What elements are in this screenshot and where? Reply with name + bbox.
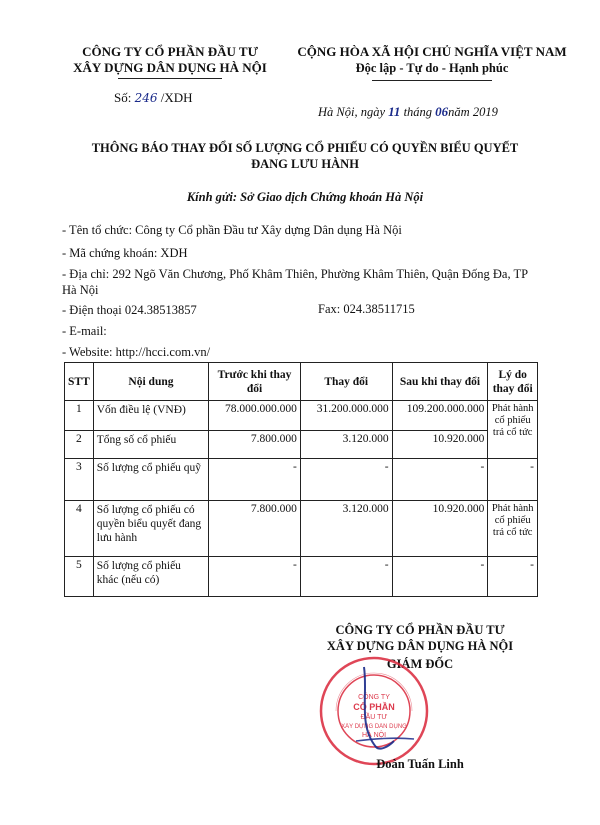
- cell-change: 3.120.000: [300, 431, 392, 459]
- cell-before: 78.000.000.000: [209, 401, 301, 431]
- fax: Fax: 024.38511715: [318, 302, 415, 316]
- cell-stt: 2: [65, 431, 94, 459]
- cell-after: -: [392, 459, 488, 501]
- cell-before: 7.800.000: [209, 431, 301, 459]
- cell-reason: Phát hành cổ phiếu trả cổ tức: [488, 501, 538, 557]
- date-day: 11: [388, 104, 401, 119]
- date-year: năm 2019: [448, 105, 498, 119]
- svg-text:ĐẦU TƯ: ĐẦU TƯ: [360, 714, 388, 721]
- svg-text:HÀ NỘI: HÀ NỘI: [361, 732, 387, 739]
- email: - E-mail:: [62, 324, 107, 338]
- nation-title: CỘNG HÒA XÃ HỘI CHỦ NGHĨA VIỆT NAM: [297, 44, 567, 59]
- cell-change: 31.200.000.000: [300, 401, 392, 431]
- header-divider-right: [372, 80, 492, 81]
- cell-content: Số lượng cổ phiếu có quyền biểu quyết đang lưu hành: [93, 501, 208, 557]
- signature-company-line2: XÂY DỰNG DÂN DỤNG HÀ NỘI: [326, 639, 514, 653]
- table-row: [65, 557, 538, 597]
- website: - Website: http://hcci.com.vn/: [62, 345, 211, 359]
- cell-stt: 1: [65, 401, 94, 431]
- cell-content: Số lượng cổ phiếu quỹ: [93, 459, 208, 501]
- col-header-before: Trước khi thay đổi: [209, 363, 301, 401]
- col-header-after: Sau khi thay đổi: [392, 363, 488, 401]
- table-row: [65, 401, 538, 431]
- svg-text:CÔNG TY: CÔNG TY: [358, 694, 390, 701]
- cell-stt: 4: [65, 501, 94, 557]
- company-seal-icon: [318, 655, 430, 767]
- company-name-line2: XÂY DỰNG DÂN DỤNG HÀ NỘI: [73, 60, 267, 75]
- date-prefix: Hà Nội, ngày: [318, 105, 386, 119]
- so-number-handwritten: 246: [134, 91, 158, 105]
- company-header: [60, 44, 280, 76]
- svg-text:XÂY DỰNG DÂN DỤNG: XÂY DỰNG DÂN DỤNG: [341, 724, 407, 730]
- signature-company-line1: CÔNG TY CỔ PHẦN ĐẦU TƯ: [335, 623, 505, 637]
- title-line1: THÔNG BÁO THAY ĐỔI SỐ LƯỢNG CỔ PHIẾU CÓ QUYỀN BIỂU QUYẾT: [91, 141, 519, 155]
- cell-after: 10.920.000: [392, 501, 488, 557]
- national-header: [282, 44, 582, 76]
- so-label: Số:: [114, 90, 132, 105]
- org-name: - Tên tổ chức: Công ty Cổ phần Đầu tư Xây dựng Dân dụng Hà Nội: [62, 223, 402, 237]
- table-row: [65, 501, 538, 557]
- cell-before: -: [209, 557, 301, 597]
- cell-after: 10.920.000: [392, 431, 488, 459]
- title-line2: ĐANG LƯU HÀNH: [251, 157, 359, 171]
- cell-content: Vốn điều lệ (VNĐ): [93, 401, 208, 431]
- cell-change: -: [300, 557, 392, 597]
- document-number: [114, 90, 193, 106]
- company-name-line1: CÔNG TY CỔ PHẦN ĐẦU TƯ: [82, 44, 258, 59]
- document-title: [60, 140, 550, 172]
- cell-after: 109.200.000.000: [392, 401, 488, 431]
- cell-stt: 5: [65, 557, 94, 597]
- col-header-content: Nội dung: [93, 363, 208, 401]
- cell-change: -: [300, 459, 392, 501]
- recipient: Kính gửi: Sở Giao dịch Chứng khoán Hà Nội: [186, 190, 424, 204]
- date-month: 06: [435, 104, 449, 119]
- cell-content: Số lượng cổ phiếu khác (nếu có): [93, 557, 208, 597]
- table-row: [65, 431, 538, 459]
- phone: - Điện thoại 024.38513857: [62, 303, 197, 317]
- cell-content: Tổng số cổ phiếu: [93, 431, 208, 459]
- nation-motto: Độc lập - Tự do - Hạnh phúc: [355, 61, 509, 75]
- cell-change: 3.120.000: [300, 501, 392, 557]
- cell-reason: -: [488, 459, 538, 501]
- cell-stt: 3: [65, 459, 94, 501]
- header-divider-left: [118, 78, 222, 79]
- cell-reason: -: [488, 557, 538, 597]
- cell-before: -: [209, 459, 301, 501]
- cell-reason: Phát hành cổ phiếu trả cổ tức: [488, 401, 538, 459]
- svg-text:CỔ PHẦN: CỔ PHẦN: [353, 702, 395, 712]
- address: - Địa chỉ: 292 Ngõ Văn Chương, Phố Khâm Thiên, Phường Khâm Thiên, Quận Đống Đa, TP Hà Nội: [62, 267, 528, 297]
- col-header-stt: STT: [65, 363, 94, 401]
- date-month-label: tháng: [403, 105, 433, 119]
- share-change-table: [64, 362, 538, 597]
- cell-before: 7.800.000: [209, 501, 301, 557]
- signature-role: GIÁM ĐỐC: [386, 657, 454, 671]
- stock-code: - Mã chứng khoán: XDH: [62, 246, 188, 260]
- table-header-row: [65, 363, 538, 401]
- cell-after: -: [392, 557, 488, 597]
- col-header-reason: Lý do thay đổi: [488, 363, 538, 401]
- so-suffix: /XDH: [160, 90, 193, 105]
- col-header-change: Thay đổi: [300, 363, 392, 401]
- signature-company: [300, 622, 540, 654]
- signatory-name: Đoàn Tuấn Linh: [376, 757, 464, 771]
- document-date: [318, 104, 498, 120]
- table-row: [65, 459, 538, 501]
